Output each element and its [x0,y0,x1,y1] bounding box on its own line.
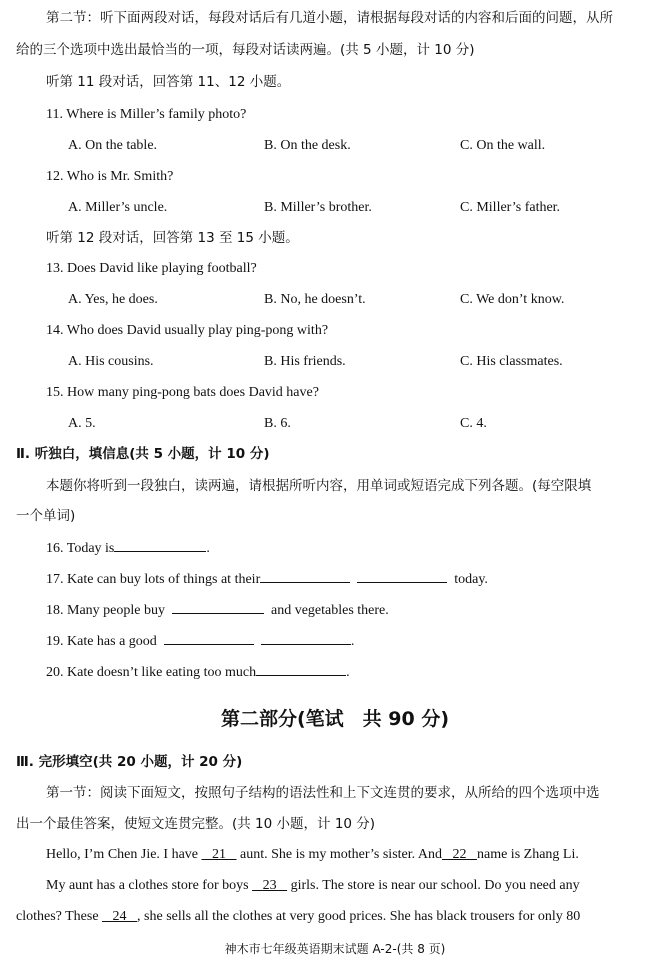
q12-option-b: B. Miller’s brother. [264,200,372,215]
question-11: 11. Where is Miller’s family photo? [46,107,247,122]
question-15: 15. How many ping-pong bats does David have? [46,385,319,400]
cloze-text: clothes? These [16,909,99,924]
fill-question-20 [46,661,350,683]
question-14: 14. Who does David usually play ping-pong with? [46,323,329,338]
q15-option-a: A. 5. [68,416,96,431]
q15-option-c: C. 4. [460,416,487,431]
q18-text: 18. Many people buy [46,603,165,618]
blank-number: 21 [212,847,227,862]
q18-end: and vegetables there. [270,603,389,618]
dialog12-intro: 听第 12 段对话，回答第 13 至 15 小题。 [46,230,299,246]
cloze-line-1 [46,845,579,865]
q16-text: 16. Today is [46,541,115,556]
part2-instructions-line2: 一个单词) [16,508,76,524]
part3-instructions-line2: 出一个最佳答案，使短文连贯完整。(共 10 小题，计 10 分) [16,816,376,832]
fill-question-18 [46,599,389,621]
part2-heading: Ⅱ. 听独白，填信息(共 5 小题，计 10 分) [16,446,270,462]
q20-end: . [346,665,350,680]
q11-option-c: C. On the wall. [460,138,546,153]
q12-option-a: A. Miller’s uncle. [68,200,168,215]
cloze-blank-24[interactable] [102,909,137,924]
fill-question-19 [46,630,354,652]
q19-end: . [350,634,355,649]
fill-question-17 [46,568,488,590]
q15-option-b: B. 6. [264,416,291,431]
blank-number: 24 [112,909,127,924]
fill-question-16 [46,537,210,559]
cloze-line-2 [46,876,580,896]
q14-option-b: B. His friends. [264,354,346,369]
q13-option-a: A. Yes, he does. [68,292,158,307]
q11-option-b: B. On the desk. [264,138,351,153]
cloze-text: aunt. She is my mother’s sister. And [240,847,442,862]
q16-end: . [206,541,210,556]
q19-blank-1[interactable] [164,630,254,645]
cloze-blank-21[interactable] [202,847,237,862]
cloze-blank-22[interactable] [442,847,477,862]
q17-blank-1[interactable] [260,568,350,583]
cloze-text: name is Zhang Li. [476,847,579,862]
q18-blank[interactable] [172,599,264,614]
page-footer: 神木市七年级英语期末试题 A-2-(共 8 页) [224,942,446,956]
blank-number: 23 [262,878,277,893]
q12-option-c: C. Miller’s father. [460,200,561,215]
part3-instructions-line1: 第一节：阅读下面短文，按照句子结构的语法性和上下文连贯的要求，从所给的四个选项中选 [46,785,600,801]
q13-option-b: B. No, he doesn’t. [264,292,366,307]
q20-blank[interactable] [256,661,346,676]
q17-text: 17. Kate can buy lots of things at their [46,572,261,587]
question-13: 13. Does David like playing football? [46,261,257,276]
q19-text: 19. Kate has a good [46,634,157,649]
q14-option-c: C. His classmates. [460,354,563,369]
q14-option-a: A. His cousins. [68,354,154,369]
cloze-text: My aunt has a clothes store for boys [46,878,249,893]
blank-number: 22 [452,847,467,862]
section2-instructions-line2: 给的三个选项中选出最恰当的一项，每段对话读两遍。(共 5 小题，计 10 分) [16,42,475,58]
cloze-line-3 [16,907,580,927]
question-12: 12. Who is Mr. Smith? [46,169,174,184]
q17-blank-2[interactable] [357,568,447,583]
q13-option-c: C. We don’t know. [460,292,565,307]
q16-blank[interactable] [114,537,206,552]
written-part-title: 第二部分(笔试 共 90 分) [220,708,450,730]
cloze-text: Hello, I’m Chen Jie. I have [46,847,199,862]
q20-text: 20. Kate doesn’t like eating too much [46,665,257,680]
part3-heading: Ⅲ. 完形填空(共 20 小题，计 20 分) [16,754,243,770]
cloze-text: , she sells all the clothes at very good prices. She has black trousers for only 80 [137,909,581,924]
q19-blank-2[interactable] [261,630,351,645]
dialog11-intro: 听第 11 段对话，回答第 11、12 小题。 [46,74,291,90]
part2-instructions-line1: 本题你将听到一段独白，读两遍，请根据所听内容，用单词或短语完成下列各题。(每空限填 [46,478,592,494]
q11-option-a: A. On the table. [68,138,158,153]
cloze-blank-23[interactable] [252,878,287,893]
q17-end: today. [454,572,488,587]
cloze-text: girls. The store is near our school. Do you need any [290,878,580,893]
section2-instructions-line1: 第二节：听下面两段对话，每段对话后有几道小题，请根据每段对话的内容和后面的问题，从所 [46,10,613,26]
